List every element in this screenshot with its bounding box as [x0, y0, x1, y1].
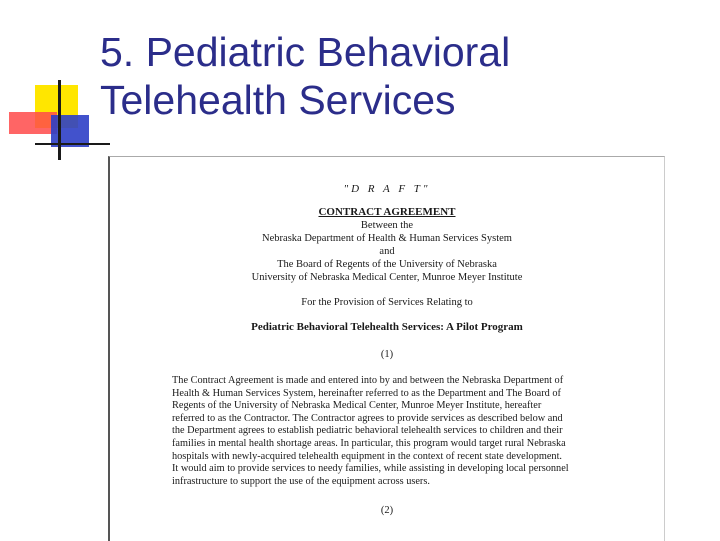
draft-label: "D R A F T"	[343, 183, 431, 195]
paragraph-line: It would aim to provide services to needy families, while assisting in developing local personnel	[172, 463, 569, 475]
paragraph-line: hospitals with newly-acquired telehealth equipment in the context of recent state development.	[172, 450, 563, 462]
paragraph-line: referred to as the Contractor. The Contractor agrees to provide services as described below and	[172, 412, 563, 424]
contract-document-image	[108, 156, 665, 541]
slide-title-line-2: Telehealth Services	[100, 77, 456, 123]
paragraph-line: families in mental health shortage areas. In particular, this program would target rural Nebraska	[172, 437, 566, 449]
paragraph-line: The Contract Agreement is made and entered into by and between the Nebraska Department of	[172, 375, 564, 386]
program-title: Pediatric Behavioral Telehealth Services: A Pilot Program	[251, 321, 523, 333]
section-number-1: (1)	[380, 349, 394, 360]
decor-red-bar	[9, 112, 57, 134]
header-line: University of Nebraska Medical Center, Munroe Meyer Institute	[251, 272, 523, 283]
paragraph-line: Regents of the University of Nebraska Medical Center, Munroe Meyer Institute, hereafter	[172, 400, 542, 412]
header-line: The Board of Regents of the University of Nebraska	[277, 259, 497, 270]
paragraph-line: the Department agrees to establish pediatric behavioral telehealth services to children and their	[172, 425, 563, 437]
for-provision-line: For the Provision of Services Relating to	[301, 297, 473, 308]
paragraph-line: infrastructure to support the use of the equipment across users.	[172, 475, 430, 487]
contract-paragraph	[172, 375, 624, 488]
paragraph-line: Health & Human Services System, hereinafter referred to as the Department and The Board of	[172, 387, 561, 399]
decor-horizontal-line	[35, 143, 110, 145]
slide-title	[100, 28, 510, 124]
header-line: Between the	[360, 220, 414, 231]
header-line: Nebraska Department of Health & Human Services System	[262, 233, 512, 244]
header-line: and	[379, 246, 395, 257]
slide-title-line-1: 5. Pediatric Behavioral	[100, 29, 511, 75]
contract-title: CONTRACT AGREEMENT	[318, 206, 456, 218]
decor-vertical-line	[58, 80, 61, 160]
section-number-2: (2)	[380, 505, 394, 517]
